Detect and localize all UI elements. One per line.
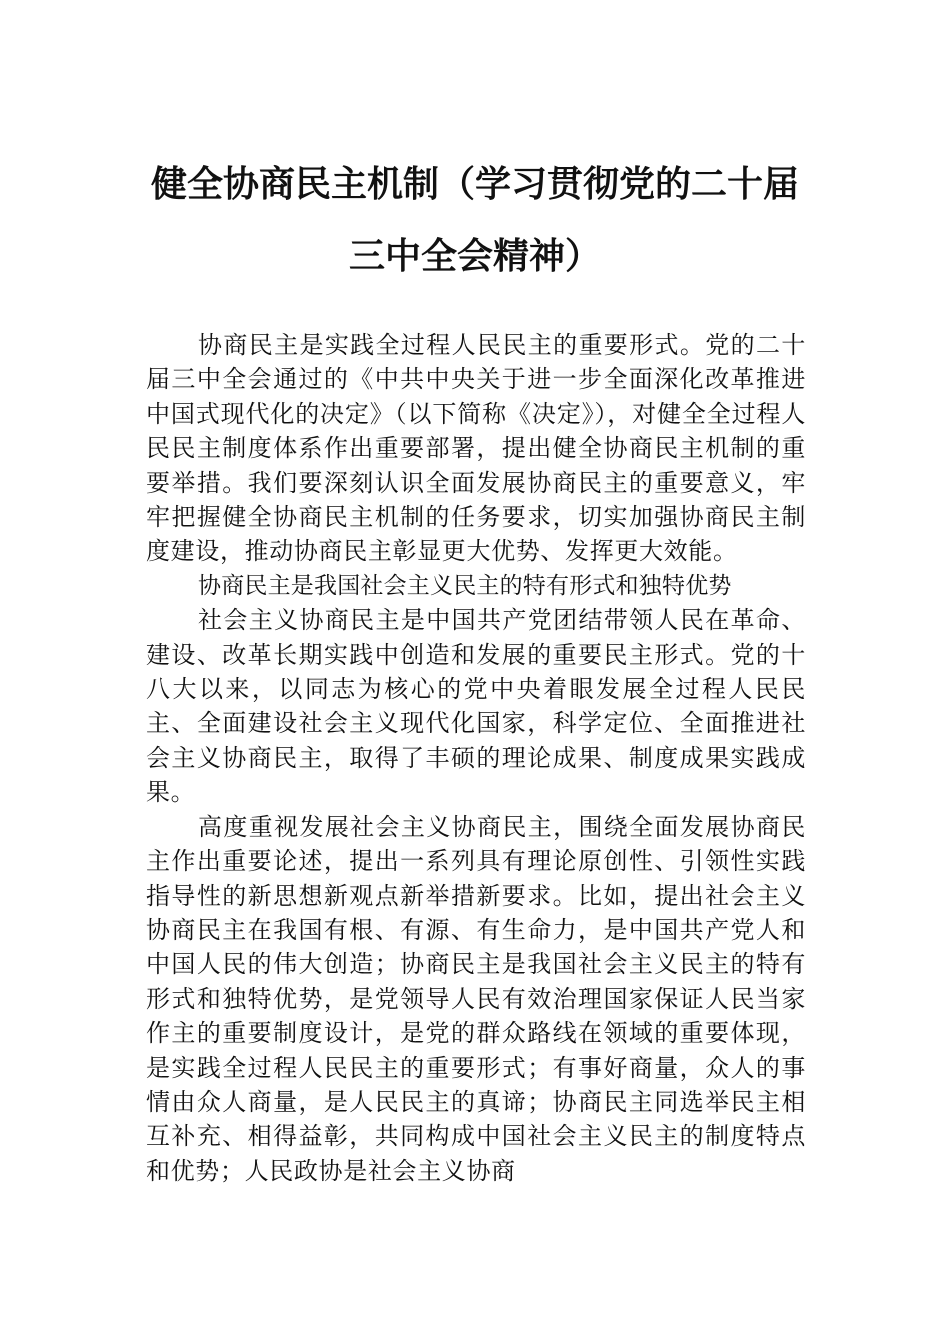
section-heading: 协商民主是我国社会主义民主的特有形式和独特优势 bbox=[198, 572, 732, 599]
document-title-line1: 健全协商民主机制（学习贯彻党的二十届 bbox=[150, 163, 799, 205]
paragraph-intro: 协商民主是实践全过程人民民主的重要形式。党的二十届三中全会通过的《中共中央关于进一步全面深化改革推进中国式现代化的决定》（以下简称《决定》），对健全全过程人民民主制度体系作出重要部署，提出健全协商民主机制的重要举措。我们要深刻认识全面发展协商民主的重要意义，牢牢把握健全协商民主机制的任务要求，切实加强协商民主制度建设，推动协商民主彰显更大优势、发挥更大效能。 bbox=[146, 331, 806, 566]
paragraph-section1-second: 高度重视发展社会主义协商民主，围绕全面发展协商民主作出重要论述，提出一系列具有理论原创性、引领性实践指导性的新思想新观点新举措新要求。比如，提出社会主义协商民主在我国有根、有源、有生命力，是中国共产党人和中国人民的伟大创造；协商民主是我国社会主义民主的特有形式和独特优势，是党领导人民有效治理国家保证人民当家作主的重要制度设计，是党的群众路线在领域的重要体现，是实践全过程人民民主的重要形式；有事好商量，众人的事情由众人商量，是人民民主的真谛；协商民主同选举民主相互补充、相得益彰，共同构成中国社会主义民主的制度特点和优势；人民政协是社会主义协商 bbox=[146, 812, 806, 1185]
document-title-line2: 三中全会精神） bbox=[348, 235, 601, 277]
document-body bbox=[146, 328, 806, 1188]
paragraph-section1-first: 社会主义协商民主是中国共产党团结带领人民在革命、建设、改革长期实践中创造和发展的重要民主形式。党的十八大以来，以同志为核心的党中央着眼发展全过程人民民主、全面建设社会主义现代化国家，科学定位、全面推进社会主义协商民主，取得了丰硕的理论成果、制度成果实践成果。 bbox=[146, 606, 806, 807]
